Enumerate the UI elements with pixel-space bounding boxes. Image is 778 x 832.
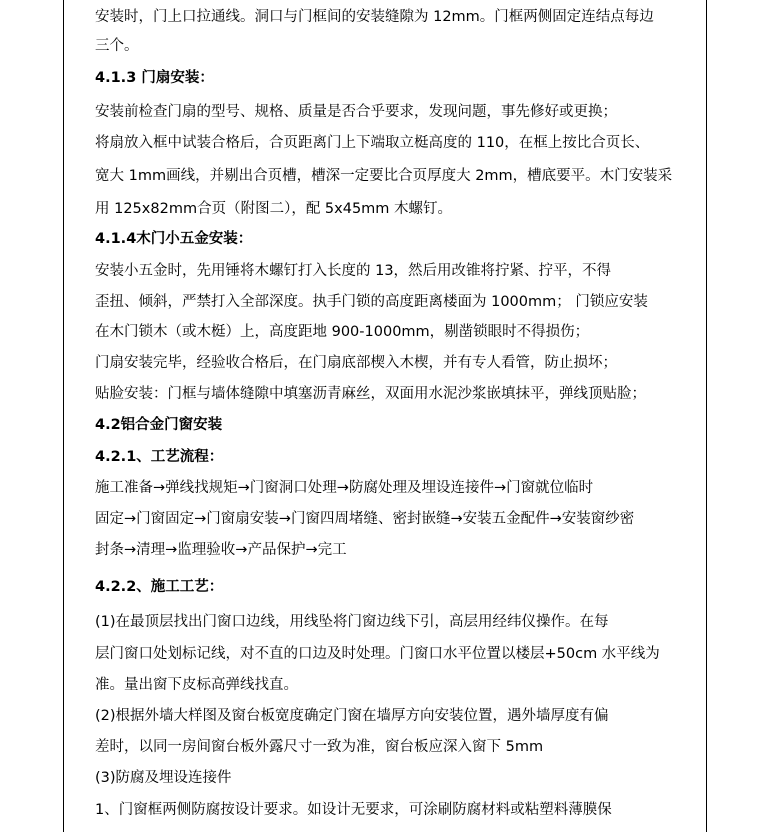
text-line: 准。量出窗下皮标高弹线找直。 bbox=[95, 677, 298, 693]
text-line: 层门窗口处划标记线，对不直的口边及时处理。门窗口水平位置以楼层+50cm 水平线为 bbox=[95, 646, 660, 662]
text-line: 施工准备→弹线找规矩→门窗洞口处理→防腐处理及埋设连接件→门窗就位临时 bbox=[95, 480, 594, 496]
text-line: 三个。 bbox=[95, 38, 139, 54]
text-line: 差时，以同一房间窗台板外露尺寸一致为准，窗台板应深入窗下 5mm bbox=[95, 739, 544, 755]
section-heading-4-2: 4.2铝合金门窗安装 bbox=[95, 417, 223, 433]
text-line: 安装小五金时，先用锤将木螺钉打入长度的 13，然后用改锥将拧紧、拧平，不得 bbox=[95, 263, 612, 279]
section-heading-4-1-4: 4.1.4木门小五金安装： bbox=[95, 231, 253, 247]
text-line: (3)防腐及埋设连接件 bbox=[95, 770, 232, 786]
text-line: 固定→门窗固定→门窗扇安装→门窗四周堵缝、密封嵌缝→安装五金配件→安装窗纱密 bbox=[95, 511, 635, 527]
text-line: 将扇放入框中试装合格后，合页距离门上下端取立梃高度的 110，在框上按比合页长、 bbox=[95, 135, 650, 151]
text-line: (2)根据外墙大样图及窗台板宽度确定门窗在墙厚方向安装位置，遇外墙厚度有偏 bbox=[95, 708, 609, 724]
section-heading-4-2-2: 4.2.2、施工工艺： bbox=[95, 579, 224, 595]
text-line: 安装前检查门扇的型号、规格、质量是否合乎要求，发现问题，事先修好或更换； bbox=[95, 104, 617, 120]
section-heading-4-1-3: 4.1.3 门扇安装： bbox=[95, 70, 214, 86]
text-line: 宽大 1mm画线，并剔出合页槽，槽深一定要比合页厚度大 2mm，槽底要平。木门安装采 bbox=[95, 168, 673, 184]
text-line: 用 125x82mm合页（附图二），配 5x45mm 木螺钉。 bbox=[95, 201, 453, 217]
text-line: 封条→清理→监理验收→产品保护→完工 bbox=[95, 542, 347, 558]
text-line: 1、门窗框两侧防腐按设计要求。如设计无要求，可涂刷防腐材料或粘塑料薄膜保 bbox=[95, 802, 612, 818]
text-line: 歪扭、倾斜，严禁打入全部深度。执手门锁的高度距离楼面为 1000mm； 门锁应安装 bbox=[95, 294, 648, 310]
text-line: 贴脸安装：门框与墙体缝隙中填塞沥青麻丝，双面用水泥沙浆嵌填抹平，弹线顶贴脸； bbox=[95, 386, 646, 402]
text-line: (1)在最顶层找出门窗口边线，用线坠将门窗边线下引，高层用经纬仪操作。在每 bbox=[95, 614, 609, 630]
section-heading-4-2-1: 4.2.1、工艺流程： bbox=[95, 449, 224, 465]
text-line: 安装时，门上口拉通线。洞口与门框间的安装缝隙为 12mm。门框两侧固定连结点每边 bbox=[95, 9, 654, 25]
text-line: 门扇安装完毕，经验收合格后，在门扇底部楔入木楔，并有专人看管，防止损坏； bbox=[95, 355, 617, 371]
text-line: 在木门锁木（或木梃）上，高度距地 900-1000mm，剔凿锁眼时不得损伤； bbox=[95, 324, 590, 340]
